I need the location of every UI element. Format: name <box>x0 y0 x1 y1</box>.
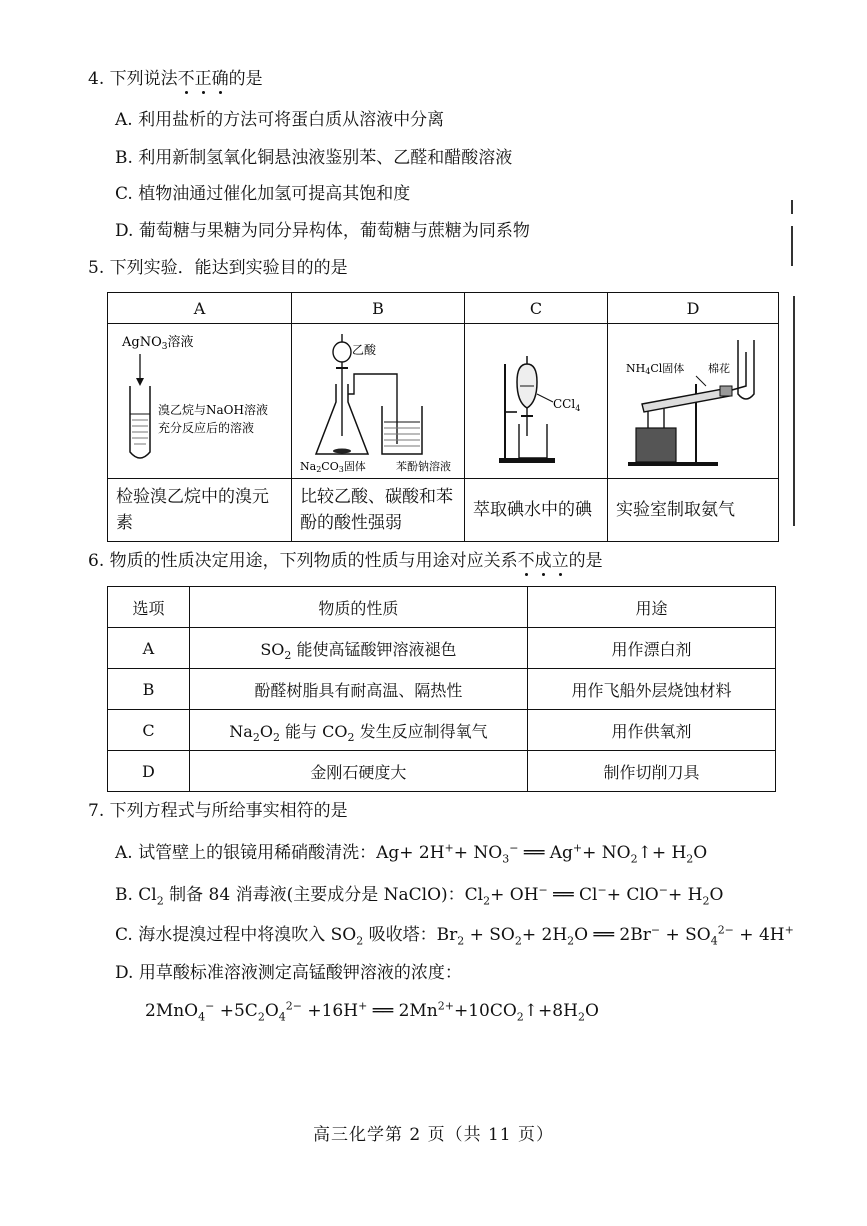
q7-option-d-equation: $2MnO_4^- +5C_2O_4^{2-} +16H^+$ ══ $2Mn^{2+}+10CO_2↑+8H_2O$ <box>145 999 599 1024</box>
q6-use-cell: 用作供氧剂 <box>527 710 775 751</box>
q6-use-cell: 制作切削刀具 <box>527 751 775 792</box>
q6-table <box>107 586 776 792</box>
scan-edge-mark <box>791 226 793 266</box>
q7-option-d: D. 用草酸标准溶液测定高锰酸钾溶液的浓度： <box>115 963 462 983</box>
q6-use-cell: 用作飞船外层烧蚀材料 <box>527 669 775 710</box>
q5-caption-c: 萃取碘水中的碘 <box>465 479 608 542</box>
q7-option-a: A. 试管壁上的银镜用稀硝酸清洗：$Ag+ 2H^++ NO_3^-$ ══ $Ag^++ NO_2↑+ H_2O$ <box>115 841 708 866</box>
separatory-funnel-apparatus <box>465 324 607 474</box>
q7-option-b: B. $Cl_2$ 制备 84 消毒液(主要成分是 NaClO)：$Cl_2+ OH^-$ ══ $Cl^-+ ClO^-+ H_2O$ <box>115 883 724 908</box>
q7-option-c: C. 海水提溴过程中将溴吹入 $SO_2$ 吸收塔：$Br_2 + SO_2+ 2H_2O$ ══ $2Br^- + SO_4^{2-} + 4H^+$ <box>115 923 794 948</box>
figure-a-note-1: 溴乙烷与NaOH溶液 <box>158 403 268 417</box>
figure-d-solid-label: NH4Cl固体 <box>626 362 685 376</box>
q6-stem-suffix: 的是 <box>568 551 603 571</box>
figure-d-cell <box>608 324 779 479</box>
q5-caption-a: 检验溴乙烷中的溴元素 <box>108 479 292 542</box>
figure-b-solid-label: Na2CO3固体 <box>300 460 366 474</box>
q4-emphasis-char: 确 <box>211 69 229 89</box>
q5-table <box>107 292 779 542</box>
q4-option-b: B. 利用新制氢氧化铜悬浊液鉴别苯、乙醛和醋酸溶液 <box>115 148 513 168</box>
page-footer: 高三化学第 2 页（共 11 页） <box>312 1125 555 1145</box>
ammonia-preparation-apparatus <box>608 324 778 474</box>
q6-header-use: 用途 <box>527 587 775 628</box>
q4-option-d: D. 葡萄糖与果糖为同分异构体，葡萄糖与蔗糖为同系物 <box>115 221 530 241</box>
q4-option-a: A. 利用盐析的方法可将蛋白质从溶液中分离 <box>115 110 445 130</box>
q6-option-cell: A <box>108 628 190 669</box>
q6-property-cell: 金刚石硬度大 <box>189 751 527 792</box>
figure-c-cell <box>465 324 608 479</box>
figure-b-acid-label: 乙酸 <box>352 343 377 357</box>
table-row <box>108 710 776 751</box>
figure-b-solution-label: 苯酚钠溶液 <box>396 460 451 473</box>
table-row <box>108 628 776 669</box>
figure-a-note-2: 充分反应后的溶液 <box>158 421 255 435</box>
q5-header-a: A <box>108 293 292 324</box>
scan-edge-mark <box>791 200 793 214</box>
figure-c-solvent-label: CCl$_4$ <box>553 397 581 413</box>
q5-header-c: C <box>465 293 608 324</box>
q6-emphasis-char: 成 <box>534 551 552 571</box>
q6-option-cell: D <box>108 751 190 792</box>
figure-d-cotton-label: 棉花 <box>708 362 730 375</box>
q4-stem-prefix: 4. 下列说法 <box>88 69 178 89</box>
q4-emphasis-char: 正 <box>194 69 212 89</box>
q6-option-cell: B <box>108 669 190 710</box>
q4-stem-suffix: 的是 <box>228 69 263 89</box>
q5-caption-d: 实验室制取氨气 <box>608 479 779 542</box>
test-tube-apparatus <box>108 324 291 474</box>
q6-stem-prefix: 6. 物质的性质决定用途，下列物质的性质与用途对应关系 <box>88 551 518 571</box>
q5-stem: 5. 下列实验．能达到实验目的的是 <box>88 258 348 278</box>
q5-caption-b: 比较乙酸、碳酸和苯酚的酸性强弱 <box>292 479 465 542</box>
q6-property-cell: $SO_2$ 能使高锰酸钾溶液褪色 <box>189 628 527 669</box>
q6-option-cell: C <box>108 710 190 751</box>
q4-emphasis-char: 不 <box>177 69 195 89</box>
q6-header-property: 物质的性质 <box>189 587 527 628</box>
q6-property-cell: $Na_2O_2$ 能与 $CO_2$ 发生反应制得氧气 <box>189 710 527 751</box>
q7-stem: 7. 下列方程式与所给事实相符的是 <box>88 801 348 821</box>
table-row <box>108 751 776 792</box>
acid-comparison-apparatus <box>292 324 464 474</box>
q6-emphasis-char: 不 <box>517 551 535 571</box>
q6-property-cell: 酚醛树脂具有耐高温、隔热性 <box>189 669 527 710</box>
q6-header-option: 选项 <box>108 587 190 628</box>
table-row <box>108 669 776 710</box>
scan-edge-mark <box>793 296 795 526</box>
q4-option-c: C. 植物油通过催化加氢可提高其饱和度 <box>115 184 411 204</box>
q5-header-d: D <box>608 293 779 324</box>
figure-a-reagent: AgNO$_3$溶液 <box>122 335 194 352</box>
q5-header-b: B <box>292 293 465 324</box>
figure-a-cell <box>108 324 292 479</box>
figure-b-cell <box>292 324 465 479</box>
q6-emphasis-char: 立 <box>551 551 569 571</box>
q4-stem <box>88 68 263 90</box>
q6-stem <box>88 550 603 572</box>
q6-use-cell: 用作漂白剂 <box>527 628 775 669</box>
